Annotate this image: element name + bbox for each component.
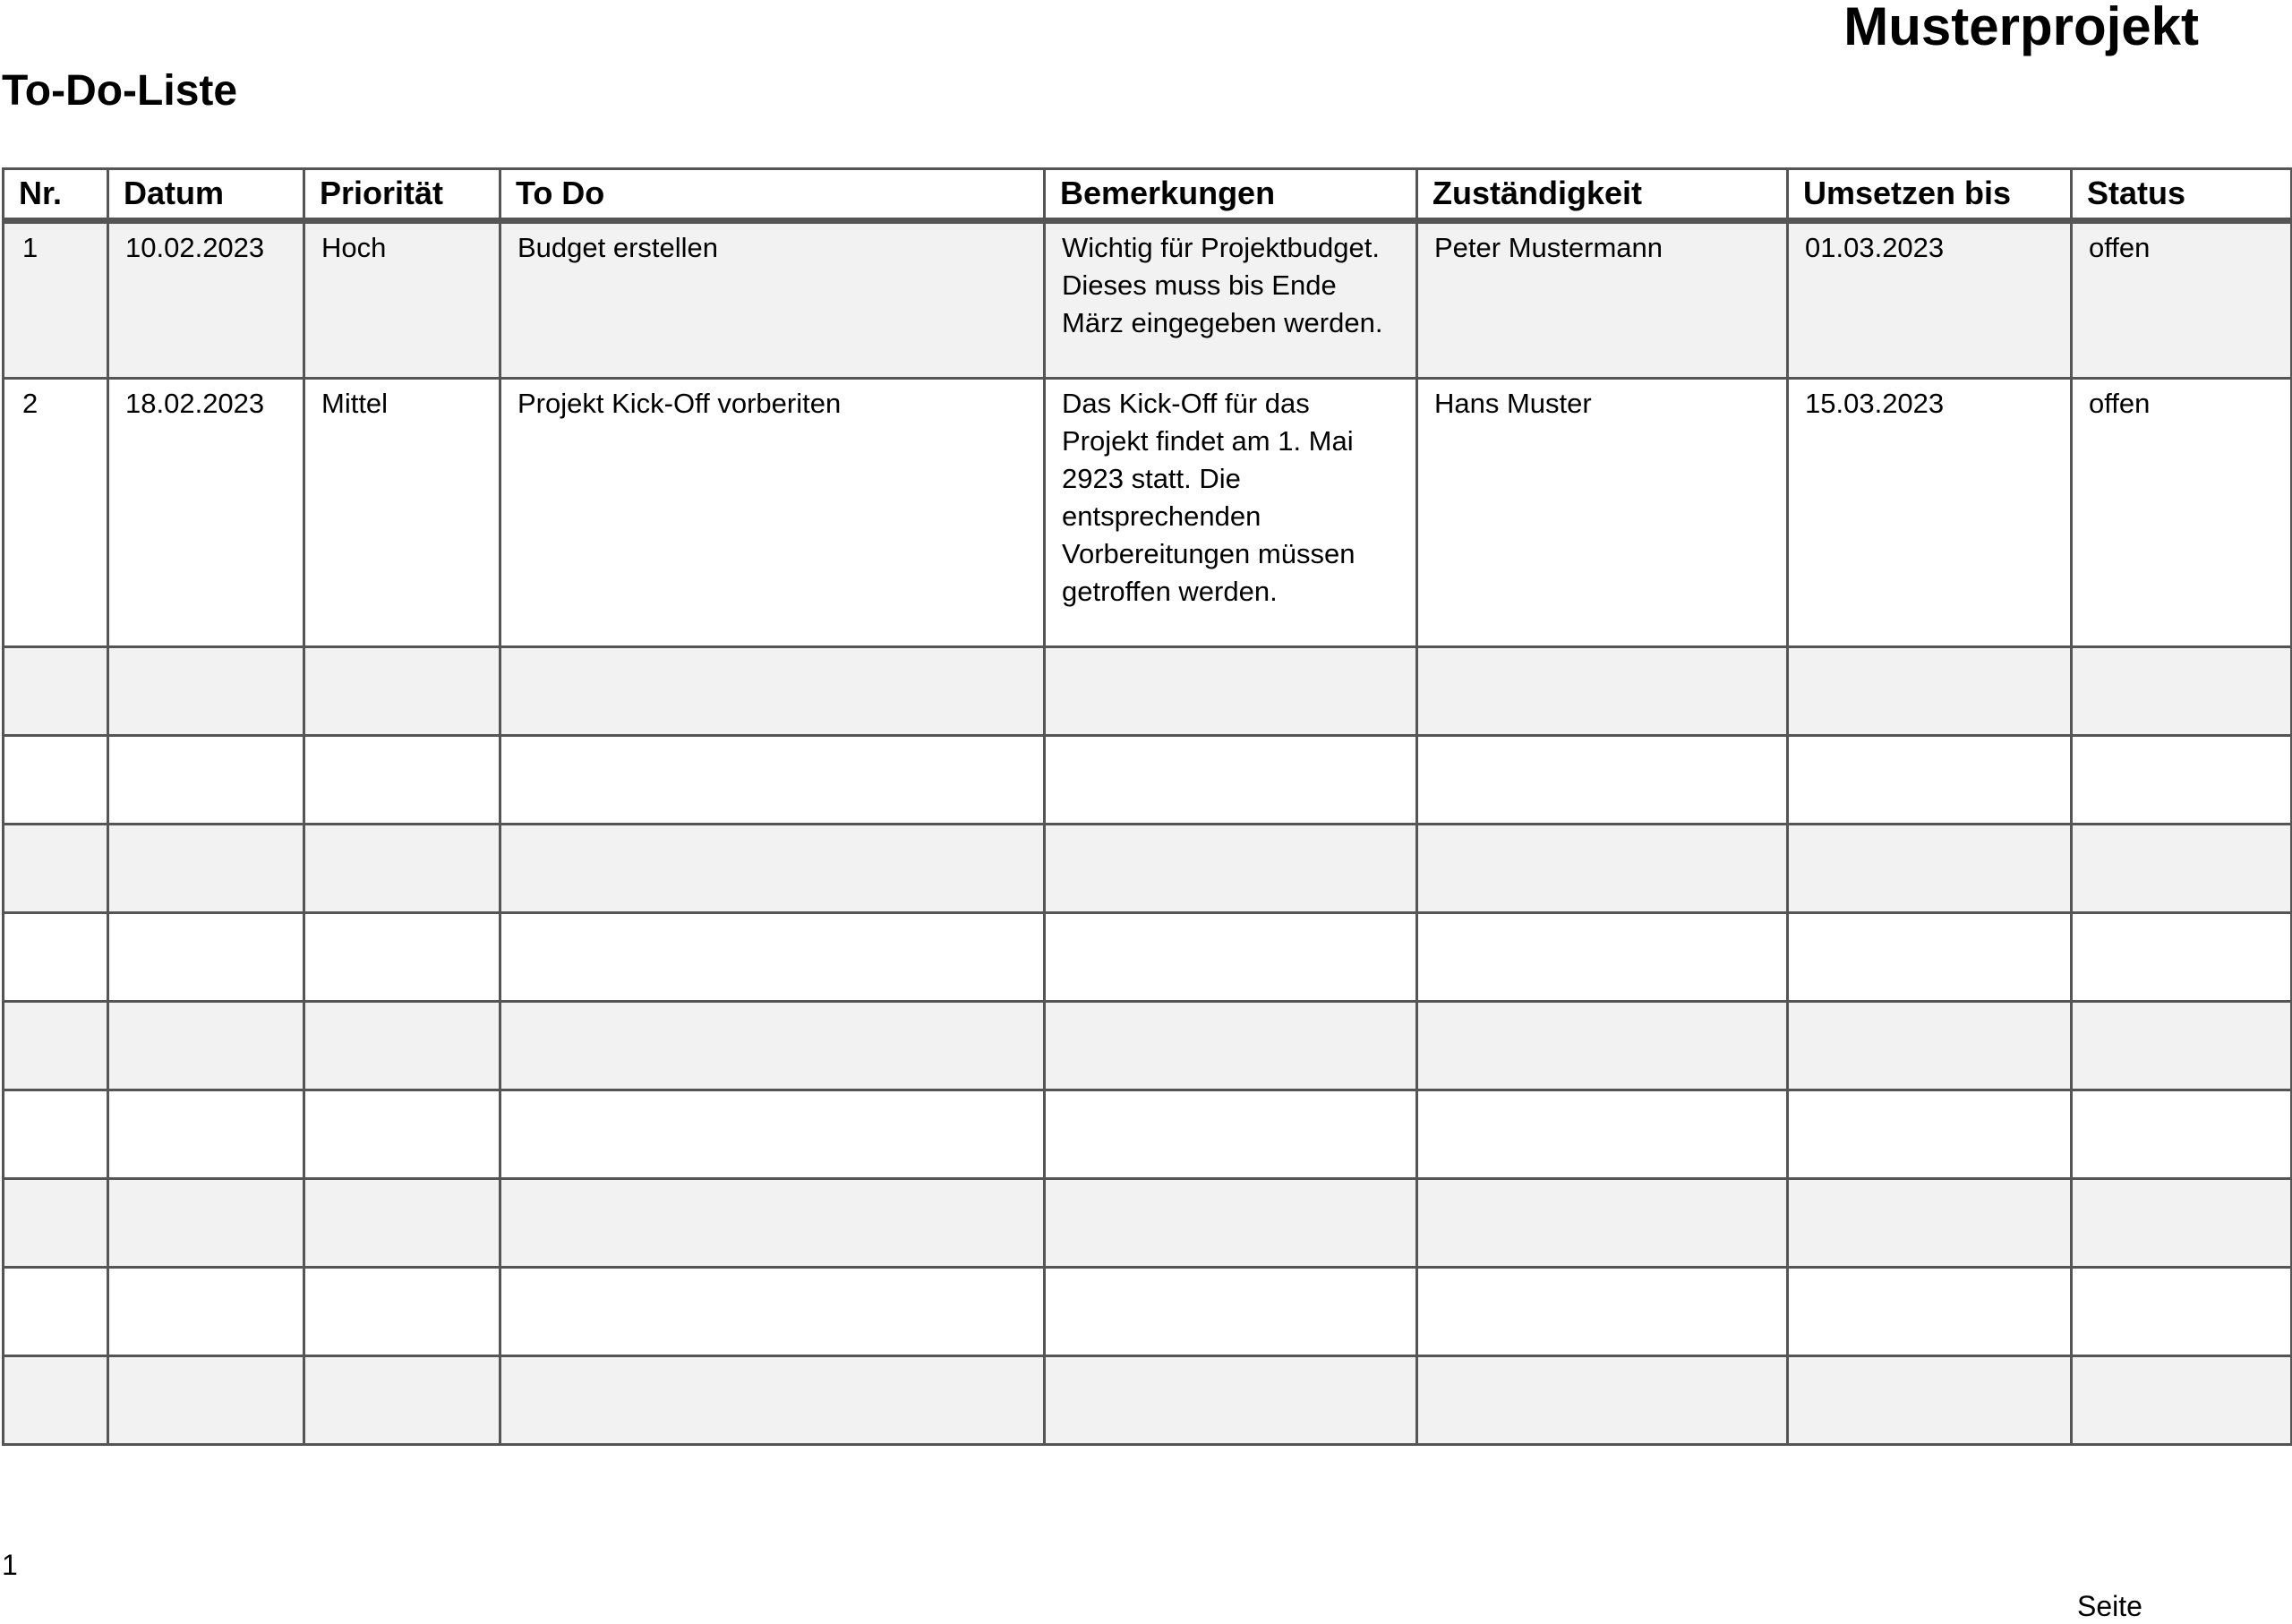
empty-cell <box>500 1356 1045 1445</box>
empty-cell <box>500 1268 1045 1356</box>
cell-umsetzen-bis: 01.03.2023 <box>1788 221 2072 379</box>
empty-cell <box>108 1002 304 1090</box>
table-row <box>4 379 2292 647</box>
column-header-todo: To Do <box>500 169 1045 221</box>
cell-bemerkungen: Wichtig für Projektbudget. Dieses muss bis Ende März eingegeben werden. <box>1045 221 1417 379</box>
empty-cell <box>108 825 304 913</box>
column-header-umsetzen-bis: Umsetzen bis <box>1788 169 2072 221</box>
cell-zustaendigkeit: Hans Muster <box>1417 379 1788 647</box>
empty-table-row <box>4 913 2292 1002</box>
empty-cell <box>108 1268 304 1356</box>
empty-cell <box>1045 1268 1417 1356</box>
project-title: Musterprojekt <box>1843 0 2199 56</box>
empty-cell <box>4 647 108 736</box>
empty-cell <box>1045 1356 1417 1445</box>
empty-cell <box>2072 1179 2292 1268</box>
cell-nr: 2 <box>4 379 108 647</box>
empty-cell <box>304 1268 500 1356</box>
empty-cell <box>500 913 1045 1002</box>
empty-cell <box>108 1090 304 1179</box>
empty-cell <box>4 913 108 1002</box>
empty-table-row <box>4 736 2292 825</box>
empty-cell <box>1045 647 1417 736</box>
empty-cell <box>1788 913 2072 1002</box>
empty-cell <box>500 1179 1045 1268</box>
empty-cell <box>304 736 500 825</box>
empty-cell <box>1417 825 1788 913</box>
empty-table-row <box>4 825 2292 913</box>
empty-cell <box>304 647 500 736</box>
empty-cell <box>1417 1090 1788 1179</box>
empty-cell <box>4 1356 108 1445</box>
empty-cell <box>2072 1356 2292 1445</box>
empty-cell <box>2072 647 2292 736</box>
empty-cell <box>108 1356 304 1445</box>
empty-table-row <box>4 647 2292 736</box>
empty-cell <box>4 1002 108 1090</box>
todo-table <box>2 167 2292 1446</box>
empty-cell <box>304 1356 500 1445</box>
empty-cell <box>304 825 500 913</box>
empty-cell <box>500 736 1045 825</box>
column-header-status: Status <box>2072 169 2292 221</box>
empty-cell <box>1417 1002 1788 1090</box>
empty-cell <box>500 1090 1045 1179</box>
cell-datum: 18.02.2023 <box>108 379 304 647</box>
empty-cell <box>108 1179 304 1268</box>
empty-cell <box>1788 1090 2072 1179</box>
empty-cell <box>304 1090 500 1179</box>
empty-table-row <box>4 1179 2292 1268</box>
empty-cell <box>304 1002 500 1090</box>
empty-cell <box>2072 736 2292 825</box>
empty-cell <box>4 1268 108 1356</box>
empty-cell <box>4 1090 108 1179</box>
column-header-nr: Nr. <box>4 169 108 221</box>
empty-cell <box>1045 736 1417 825</box>
empty-cell <box>304 913 500 1002</box>
empty-cell <box>108 736 304 825</box>
cell-prioritaet: Hoch <box>304 221 500 379</box>
empty-cell <box>1788 647 2072 736</box>
empty-cell <box>500 1002 1045 1090</box>
empty-table-row <box>4 1356 2292 1445</box>
empty-cell <box>2072 1002 2292 1090</box>
cell-nr: 1 <box>4 221 108 379</box>
empty-cell <box>4 825 108 913</box>
column-header-bemerkungen: Bemerkungen <box>1045 169 1417 221</box>
empty-cell <box>1045 825 1417 913</box>
empty-cell <box>1417 1179 1788 1268</box>
page-number: 1 <box>2 1549 18 1581</box>
column-header-zustaendigkeit: Zuständigkeit <box>1417 169 1788 221</box>
empty-cell <box>1417 736 1788 825</box>
empty-cell <box>1417 1268 1788 1356</box>
cell-status: offen <box>2072 379 2292 647</box>
cell-todo: Budget erstellen <box>500 221 1045 379</box>
empty-cell <box>4 736 108 825</box>
table-row <box>4 221 2292 379</box>
empty-cell <box>1788 736 2072 825</box>
empty-cell <box>1788 1268 2072 1356</box>
empty-cell <box>2072 825 2292 913</box>
empty-cell <box>1045 1002 1417 1090</box>
empty-cell <box>2072 1268 2292 1356</box>
table-header-row <box>4 169 2292 221</box>
empty-table-row <box>4 1090 2292 1179</box>
empty-cell <box>1788 1002 2072 1090</box>
empty-cell <box>2072 1090 2292 1179</box>
page-label: Seite <box>2077 1590 2142 1622</box>
cell-todo: Projekt Kick-Off vorberiten <box>500 379 1045 647</box>
empty-cell <box>1788 825 2072 913</box>
empty-cell <box>1788 1179 2072 1268</box>
empty-cell <box>4 1179 108 1268</box>
cell-bemerkungen: Das Kick-Off für das Projekt findet am 1. Mai 2923 statt. Die entsprechenden Vorbereitungen müssen getroffen werden. <box>1045 379 1417 647</box>
empty-table-row <box>4 1268 2292 1356</box>
empty-cell <box>1417 647 1788 736</box>
empty-table-row <box>4 1002 2292 1090</box>
cell-status: offen <box>2072 221 2292 379</box>
cell-datum: 10.02.2023 <box>108 221 304 379</box>
column-header-prioritaet: Priorität <box>304 169 500 221</box>
empty-cell <box>500 647 1045 736</box>
empty-cell <box>1788 1356 2072 1445</box>
cell-umsetzen-bis: 15.03.2023 <box>1788 379 2072 647</box>
empty-cell <box>108 647 304 736</box>
list-title: To-Do-Liste <box>2 67 238 115</box>
column-header-datum: Datum <box>108 169 304 221</box>
empty-cell <box>1045 1179 1417 1268</box>
empty-cell <box>304 1179 500 1268</box>
cell-prioritaet: Mittel <box>304 379 500 647</box>
empty-cell <box>1045 913 1417 1002</box>
empty-cell <box>1417 1356 1788 1445</box>
empty-cell <box>108 913 304 1002</box>
empty-cell <box>1417 913 1788 1002</box>
empty-cell <box>2072 913 2292 1002</box>
empty-cell <box>1045 1090 1417 1179</box>
cell-zustaendigkeit: Peter Mustermann <box>1417 221 1788 379</box>
empty-cell <box>500 825 1045 913</box>
